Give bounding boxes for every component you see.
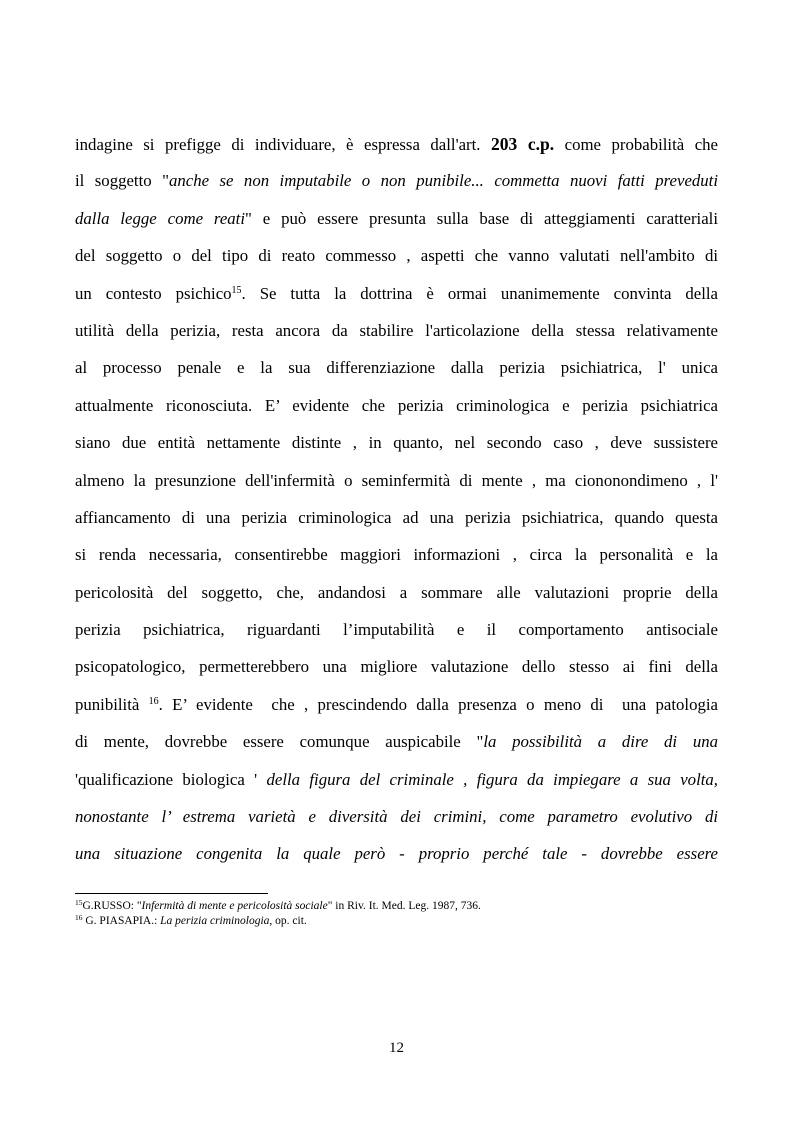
text-line: perizia psichiatrica, riguardanti l’imputabilità e il comportamento antisociale — [75, 620, 718, 640]
body-text — [75, 129, 718, 877]
text-line: il soggetto "anche se non imputabile o non punibile... commetta nuovi fatti preveduti — [75, 171, 718, 191]
footnote-separator — [75, 893, 268, 894]
text-line: attualmente riconosciuta. E’ evidente che perizia criminologica e perizia psichiatrica — [75, 395, 718, 415]
cited-title: Infermità di mente e pericolosità sociale — [141, 900, 328, 912]
article-reference: 203 c.p. — [490, 134, 555, 154]
page-number: 12 — [389, 1040, 404, 1056]
quotation: anche se non imputabile o non punibile... commetta nuovi fatti preveduti — [168, 171, 718, 191]
footnotes — [75, 899, 718, 929]
text-line: un contesto psichico$^{15}$. Se tutta la dottrina è ormai unanimemente convinta della — [75, 283, 719, 303]
footnote-number: 16 — [75, 913, 83, 922]
footnote-ref: 16 — [148, 695, 159, 707]
text-line: punibilità $^{16}$. E’ evidente che , prescindendo dalla presenza o meno di una patologia — [75, 694, 718, 714]
text-line: nonostante l’ estrema varietà e diversità dei crimini, come parametro evolutivo di — [75, 807, 718, 827]
text-line: pericolosità del soggetto, che, andandosi a sommare alle valutazioni proprie della — [75, 582, 718, 602]
quotation: la possibilità a dire di una — [483, 732, 719, 752]
footnote: $^{16}$ G. PIASAPIA.: La perizia criminologia, op. cit. — [75, 913, 307, 927]
text-line: psicopatologico, permetterebbero una migliore valutazione dello stesso ai fini della — [75, 657, 718, 677]
footnote: $^{15}$G.RUSSO: "Infermità di mente e pericolosità sociale" in Riv. It. Med. Leg. 1987, 736. — [75, 898, 481, 912]
footnote-number: 15 — [75, 898, 83, 907]
text-line: affiancamento di una perizia criminologica ad una perizia psichiatrica, quando questa — [75, 507, 718, 527]
text-line: indagine si prefigge di individuare, è espressa dall'art. 203 c.p. come probabilità che — [75, 134, 718, 154]
text-line: al processo penale e la sua differenziazione dalla perizia psichiatrica, l' unica — [75, 358, 718, 378]
text-line: del soggetto o del tipo di reato commesso , aspetti che vanno valutati nell'ambito di — [75, 246, 718, 266]
quotation: dalla legge come reati — [75, 208, 245, 228]
text-line: dalla legge come reati" e può essere presunta sulla base di atteggiamenti caratteriali — [75, 208, 718, 228]
text-line: 'qualificazione biologica ' della figura del criminale , figura da impiegare a sua volta, — [75, 769, 718, 789]
text-line: almeno la presunzione dell'infermità o seminfermità di mente , ma ciononondimeno , l' — [75, 470, 718, 490]
text-line: siano due entità nettamente distinte , in quanto, nel secondo caso , deve sussistere — [75, 433, 718, 453]
text-line: utilità della perizia, resta ancora da stabilire l'articolazione della stessa relativamente — [75, 320, 718, 340]
text-line: una situazione congenita la quale però - proprio perché tale - dovrebbe essere — [75, 844, 718, 864]
cited-title: La perizia criminologia — [160, 915, 270, 927]
quotation: della figura del criminale , figura da impiegare a sua volta, — [266, 769, 718, 789]
text-line: si renda necessaria, consentirebbe maggiori informazioni , circa la personalità e la — [75, 545, 718, 565]
footnote-ref: 15 — [231, 284, 242, 296]
text-line: di mente, dovrebbe essere comunque auspicabile "la possibilità a dire di una — [75, 732, 719, 752]
